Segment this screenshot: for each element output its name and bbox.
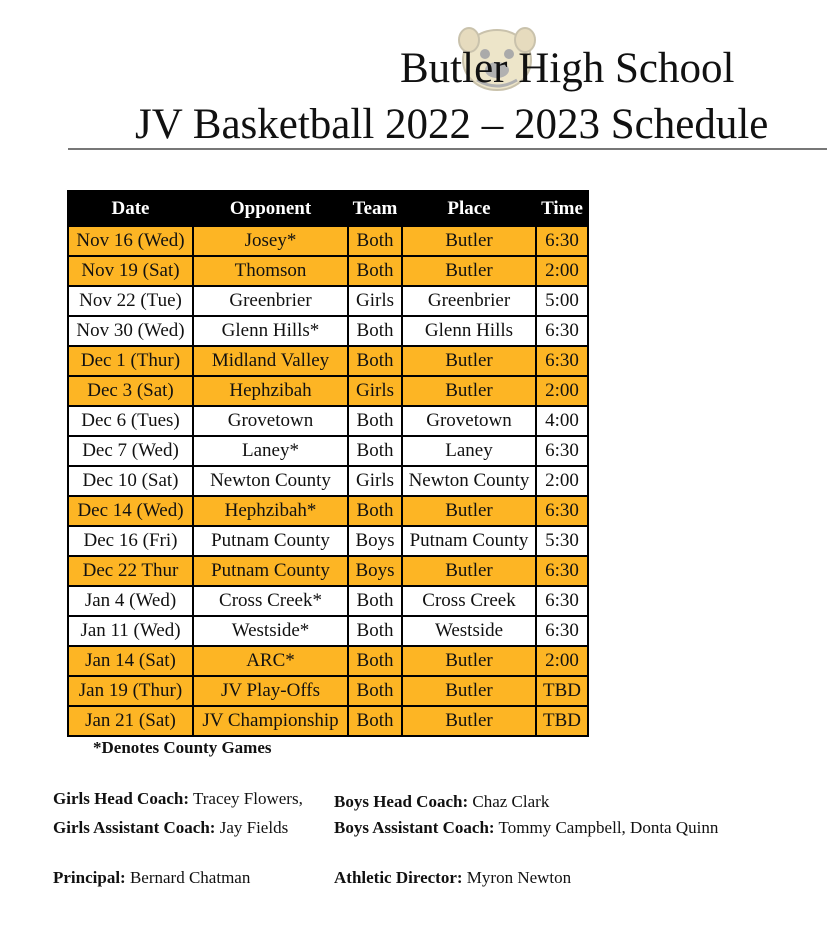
- cell-place: Putnam County: [402, 526, 536, 556]
- cell-opponent: Cross Creek*: [193, 586, 348, 616]
- cell-time: 6:30: [536, 586, 588, 616]
- cell-place: Butler: [402, 256, 536, 286]
- county-games-note: *Denotes County Games: [93, 738, 272, 757]
- column-header-team: Team: [348, 191, 402, 226]
- girls-assistant-coach: [53, 818, 288, 838]
- cell-date: Jan 14 (Sat): [68, 646, 193, 676]
- table-row: [68, 556, 588, 586]
- cell-time: 4:00: [536, 406, 588, 436]
- cell-time: 2:00: [536, 646, 588, 676]
- boys-assistant-coach-label: Boys Assistant Coach:: [334, 818, 495, 837]
- table-row: [68, 526, 588, 556]
- cell-team: Girls: [348, 286, 402, 316]
- cell-team: Both: [348, 316, 402, 346]
- page-title: JV Basketball 2022 – 2023 Schedule: [135, 101, 769, 148]
- cell-time: 6:30: [536, 346, 588, 376]
- column-header-date: Date: [68, 191, 193, 226]
- table-row: [68, 286, 588, 316]
- cell-team: Girls: [348, 376, 402, 406]
- cell-date: Dec 3 (Sat): [68, 376, 193, 406]
- cell-opponent: Hephzibah*: [193, 496, 348, 526]
- table-row: [68, 316, 588, 346]
- cell-time: 6:30: [536, 436, 588, 466]
- girls-head-coach-label: Girls Head Coach:: [53, 789, 189, 808]
- table-row: [68, 646, 588, 676]
- cell-place: Glenn Hills: [402, 316, 536, 346]
- table-row: [68, 706, 588, 736]
- cell-team: Girls: [348, 466, 402, 496]
- cell-place: Butler: [402, 706, 536, 736]
- cell-opponent: Grovetown: [193, 406, 348, 436]
- boys-head-coach: [334, 792, 549, 812]
- cell-team: Both: [348, 706, 402, 736]
- cell-place: Butler: [402, 556, 536, 586]
- cell-opponent: Newton County: [193, 466, 348, 496]
- cell-place: Butler: [402, 376, 536, 406]
- cell-team: Both: [348, 346, 402, 376]
- cell-date: Nov 19 (Sat): [68, 256, 193, 286]
- boys-assistant-coach: [334, 818, 718, 838]
- girls-assistant-coach-name: Jay Fields: [219, 818, 289, 837]
- cell-team: Both: [348, 496, 402, 526]
- cell-team: Both: [348, 646, 402, 676]
- cell-time: 2:00: [536, 376, 588, 406]
- cell-place: Laney: [402, 436, 536, 466]
- cell-time: 2:00: [536, 466, 588, 496]
- cell-date: Dec 22 Thur: [68, 556, 193, 586]
- table-row: [68, 226, 588, 256]
- cell-date: Nov 16 (Wed): [68, 226, 193, 256]
- table-header-row: [68, 191, 588, 226]
- cell-time: TBD: [536, 676, 588, 706]
- cell-team: Both: [348, 406, 402, 436]
- principal-name: Bernard Chatman: [129, 868, 251, 887]
- school-name: Butler High School: [400, 45, 735, 92]
- table-row: [68, 346, 588, 376]
- cell-place: Grovetown: [402, 406, 536, 436]
- cell-date: Dec 16 (Fri): [68, 526, 193, 556]
- cell-time: 5:00: [536, 286, 588, 316]
- cell-team: Both: [348, 226, 402, 256]
- cell-date: Dec 10 (Sat): [68, 466, 193, 496]
- cell-team: Boys: [348, 556, 402, 586]
- cell-opponent: Hephzibah: [193, 376, 348, 406]
- cell-place: Greenbrier: [402, 286, 536, 316]
- cell-date: Nov 30 (Wed): [68, 316, 193, 346]
- cell-date: Nov 22 (Tue): [68, 286, 193, 316]
- table-row: [68, 496, 588, 526]
- title-divider: [68, 148, 827, 150]
- cell-place: Butler: [402, 226, 536, 256]
- schedule-table: [67, 190, 589, 737]
- schedule-body: [68, 226, 588, 736]
- cell-time: 5:30: [536, 526, 588, 556]
- cell-opponent: Westside*: [193, 616, 348, 646]
- column-header-place: Place: [402, 191, 536, 226]
- cell-date: Dec 1 (Thur): [68, 346, 193, 376]
- cell-date: Dec 14 (Wed): [68, 496, 193, 526]
- cell-date: Jan 19 (Thur): [68, 676, 193, 706]
- cell-team: Both: [348, 676, 402, 706]
- table-row: [68, 616, 588, 646]
- cell-date: Jan 4 (Wed): [68, 586, 193, 616]
- cell-opponent: ARC*: [193, 646, 348, 676]
- cell-place: Westside: [402, 616, 536, 646]
- cell-opponent: Midland Valley: [193, 346, 348, 376]
- athletic-director-name: Myron Newton: [466, 868, 572, 887]
- table-row: [68, 586, 588, 616]
- cell-opponent: JV Play-Offs: [193, 676, 348, 706]
- cell-team: Both: [348, 586, 402, 616]
- table-row: [68, 436, 588, 466]
- cell-opponent: Putnam County: [193, 526, 348, 556]
- table-row: [68, 466, 588, 496]
- cell-team: Boys: [348, 526, 402, 556]
- cell-time: 6:30: [536, 496, 588, 526]
- cell-team: Both: [348, 436, 402, 466]
- cell-time: 6:30: [536, 316, 588, 346]
- cell-opponent: Putnam County: [193, 556, 348, 586]
- cell-time: TBD: [536, 706, 588, 736]
- cell-place: Butler: [402, 346, 536, 376]
- cell-date: Jan 11 (Wed): [68, 616, 193, 646]
- girls-assistant-coach-label: Girls Assistant Coach:: [53, 818, 216, 837]
- cell-time: 2:00: [536, 256, 588, 286]
- cell-team: Both: [348, 616, 402, 646]
- cell-place: Butler: [402, 646, 536, 676]
- principal: [53, 868, 250, 888]
- cell-date: Dec 7 (Wed): [68, 436, 193, 466]
- athletic-director: [334, 868, 571, 888]
- cell-opponent: JV Championship: [193, 706, 348, 736]
- cell-opponent: Laney*: [193, 436, 348, 466]
- athletic-director-label: Athletic Director:: [334, 868, 463, 887]
- cell-time: 6:30: [536, 226, 588, 256]
- cell-opponent: Greenbrier: [193, 286, 348, 316]
- table-row: [68, 406, 588, 436]
- boys-head-coach-label: Boys Head Coach:: [334, 792, 469, 811]
- cell-date: Dec 6 (Tues): [68, 406, 193, 436]
- girls-head-coach-name: Tracey Flowers,: [192, 789, 303, 808]
- cell-team: Both: [348, 256, 402, 286]
- cell-place: Butler: [402, 676, 536, 706]
- cell-place: Cross Creek: [402, 586, 536, 616]
- cell-date: Jan 21 (Sat): [68, 706, 193, 736]
- table-row: [68, 256, 588, 286]
- boys-assistant-coach-name: Tommy Campbell, Donta Quinn: [498, 818, 719, 837]
- column-header-opponent: Opponent: [193, 191, 348, 226]
- table-row: [68, 676, 588, 706]
- principal-label: Principal:: [53, 868, 126, 887]
- cell-opponent: Josey*: [193, 226, 348, 256]
- cell-time: 6:30: [536, 616, 588, 646]
- cell-opponent: Thomson: [193, 256, 348, 286]
- column-header-time: Time: [536, 191, 588, 226]
- girls-head-coach: [53, 789, 303, 809]
- cell-place: Butler: [402, 496, 536, 526]
- cell-place: Newton County: [402, 466, 536, 496]
- cell-time: 6:30: [536, 556, 588, 586]
- boys-head-coach-name: Chaz Clark: [472, 792, 550, 811]
- cell-opponent: Glenn Hills*: [193, 316, 348, 346]
- table-row: [68, 376, 588, 406]
